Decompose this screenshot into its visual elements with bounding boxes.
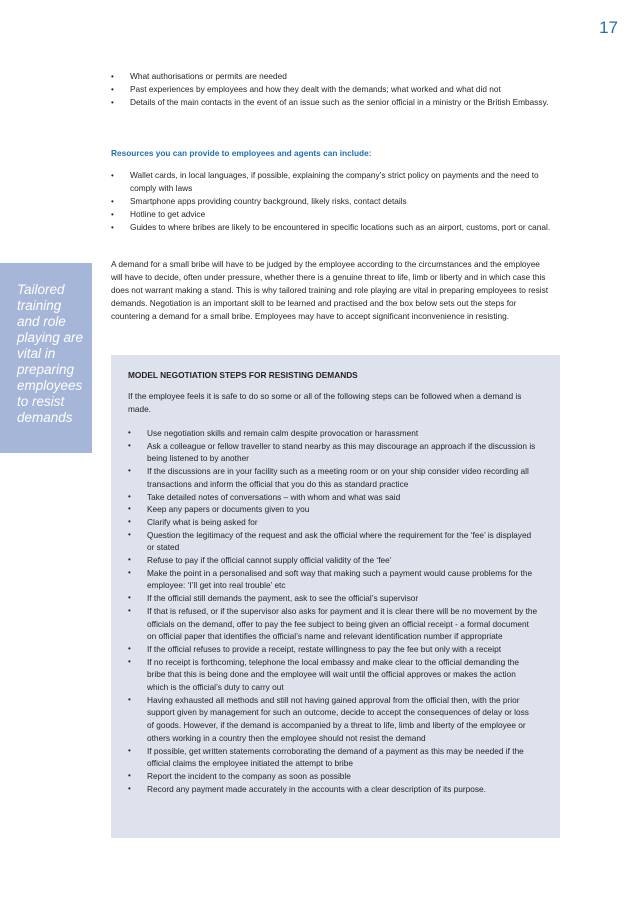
pull-quote-text: Tailored training and role playing are vital in preparing employees to resist demands — [17, 282, 84, 425]
body-paragraph: A demand for a small bribe will have to be judged by the employee according to the circumstances and the employee will have to decide, often under pressure, whether there is a genuine threat to life, limb or liberty and in which case this does not warrant making a stand. This is why tailored training and role playing are vital in preparing employees to resist demands. Negotiation is an important skill to be learned and practised and the box below sets out the steps for countering a demand for a small bribe. Employees may have to accept significant inconvenience in resisting. — [111, 259, 549, 321]
list-item: • Question the legitimacy of the request and ask the official where the requirement for the ‘fee’ is displayed or stated — [128, 529, 538, 554]
page-number: 17 — [599, 18, 618, 37]
list-item: • If the official still demands the payment, ask to see the official’s supervisor — [128, 592, 538, 605]
resources-list — [111, 169, 557, 234]
box-title: MODEL NEGOTIATION STEPS FOR RESISTING DEMANDS — [128, 370, 358, 380]
list-item: • Details of the main contacts in the event of an issue such as the senior official in a ministry or the British Embassy. — [111, 96, 555, 109]
list-item: • Report the incident to the company as soon as possible — [128, 770, 538, 783]
list-item: • If no receipt is forthcoming, telephone the local embassy and make clear to the official demanding the bribe that this is being done and the employee will wait until the official approves or makes the action which is the official’s duty to carry out — [128, 656, 538, 694]
list-item: • If possible, get written statements corroborating the demand of a payment as this may be needed if the official claims the employee initiated the attempt to bribe — [128, 745, 538, 770]
box-intro: If the employee feels it is safe to do so some or all of the following steps can be followed when a demand is made. — [128, 391, 522, 414]
list-item: • Having exhausted all methods and still not having gained approval from the official then, with the prior support given by management for such an outcome, decide to accept the consequences of delay or loss of goods. However, if the demand is accompanied by a threat to life, limb and liberty of the employee or others working in a country then the employee should not resist the demand — [128, 694, 538, 745]
steps-list — [128, 427, 538, 795]
pull-quote — [0, 263, 92, 453]
resources-heading: Resources you can provide to employees and agents can include: — [111, 148, 372, 158]
list-item: • Make the point in a personalised and soft way that making such a payment would cause problems for the employee: ‘I’ll get into real trouble’ etc — [128, 567, 538, 592]
list-item: • Ask a colleague or fellow traveller to stand nearby as this may discourage an approach if the discussion is being listened to by another — [128, 440, 538, 465]
top-bullet-list — [111, 70, 555, 109]
list-item: • If the discussions are in your facility such as a meeting room or on your ship consider video recording all transactions and inform the official that you do this as standard practice — [128, 465, 538, 490]
list-item: • Wallet cards, in local languages, if possible, explaining the company’s strict policy on payments and the need to comply with laws — [111, 169, 557, 195]
list-item: • Clarify what is being asked for — [128, 516, 538, 529]
negotiation-steps-box — [111, 355, 560, 838]
list-item: • Smartphone apps providing country background, likely risks, contact details — [111, 195, 557, 208]
list-item: • If that is refused, or if the supervisor also asks for payment and it is clear there will be no movement by the officials on the demand, offer to pay the fee subject to being given an official receipt - a formal document on official paper that identifies the official’s name and relevant identification number if appropriate — [128, 605, 538, 643]
list-item: • Past experiences by employees and how they dealt with the demands; what worked and what did not — [111, 83, 555, 96]
list-item: • What authorisations or permits are needed — [111, 70, 555, 83]
list-item: • Hotline to get advice — [111, 208, 557, 221]
list-item: • Refuse to pay if the official cannot supply official validity of the ‘fee’ — [128, 554, 538, 567]
list-item: • Keep any papers or documents given to you — [128, 503, 538, 516]
list-item: • Guides to where bribes are likely to be encountered in specific locations such as an airport, customs, port or canal. — [111, 221, 557, 234]
list-item: • Take detailed notes of conversations – with whom and what was said — [128, 491, 538, 504]
list-item: • If the official refuses to provide a receipt, restate willingness to pay the fee but only with a receipt — [128, 643, 538, 656]
list-item: • Record any payment made accurately in the accounts with a clear description of its purpose. — [128, 783, 538, 796]
list-item: • Use negotiation skills and remain calm despite provocation or harassment — [128, 427, 538, 440]
